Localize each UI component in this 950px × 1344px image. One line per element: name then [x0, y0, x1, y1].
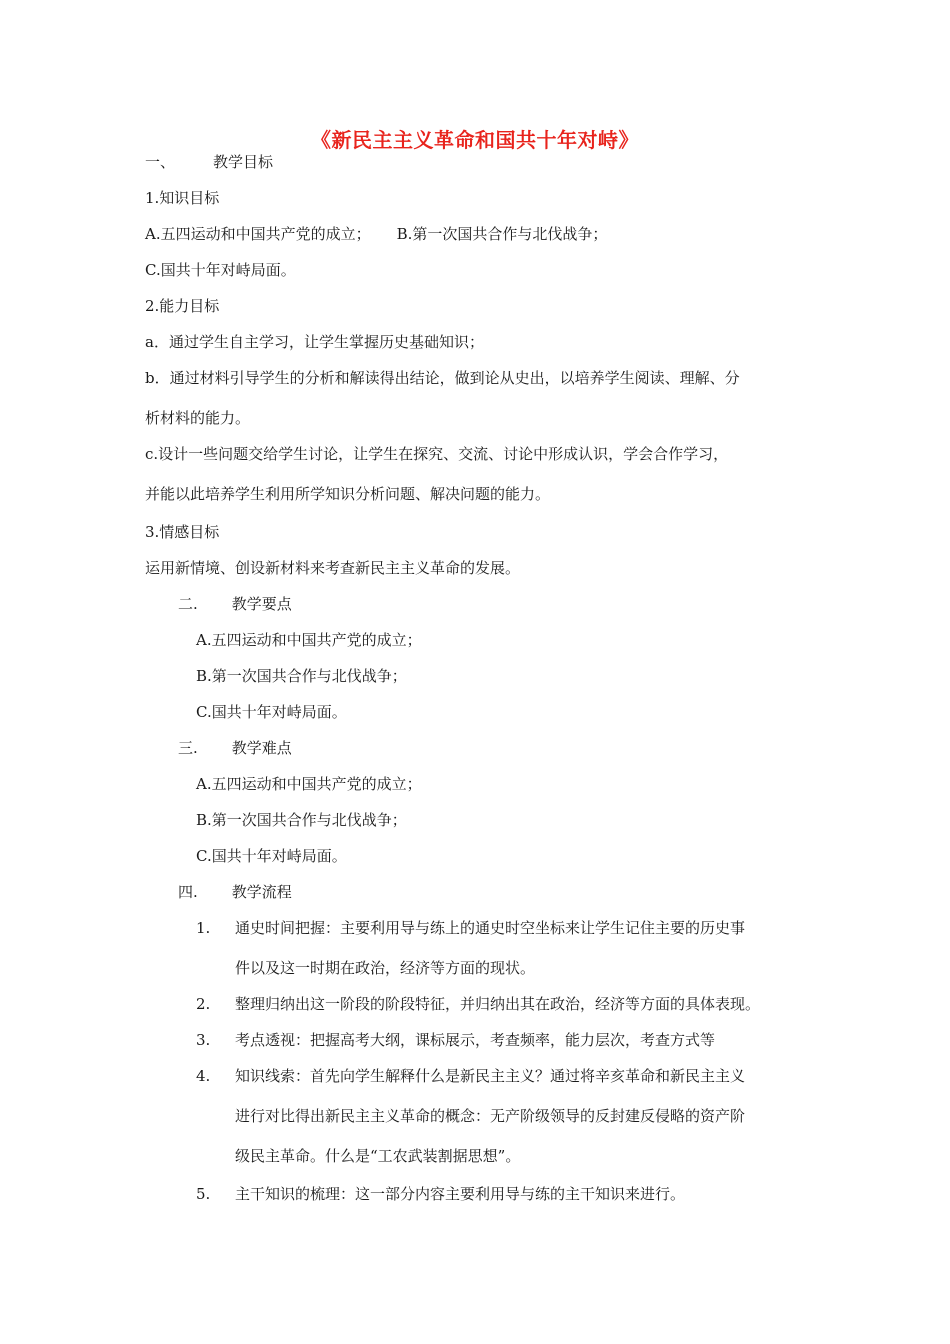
section-1-heading	[145, 152, 273, 172]
section-2-number: 二.	[178, 595, 198, 613]
flow-item-4-line1: 知识线索：首先向学生解释什么是新民主主义？通过将辛亥革命和新民主主义	[235, 1067, 746, 1085]
flow-item-2-number: 2.	[196, 995, 211, 1013]
flow-item-5-line1: 主干知识的梳理：这一部分内容主要利用导与练的主干知识来进行。	[235, 1185, 686, 1203]
flow-item-4-number: 4.	[196, 1067, 211, 1085]
flow-item-5-number: 5.	[196, 1185, 211, 1203]
ability-item-c-line1: c.设计一些问题交给学生讨论，让学生在探究、交流、讨论中形成认识，学会合作学习，	[145, 445, 729, 463]
flow-item-3-number: 3.	[196, 1031, 211, 1049]
ability-item-a: a．通过学生自主学习，让学生掌握历史基础知识；	[145, 333, 484, 351]
ability-item-c-line2: 并能以此培养学生利用所学知识分析问题、解决问题的能力。	[145, 485, 551, 503]
flow-item-1-line1: 通史时间把握：主要利用导与练上的通史时空坐标来让学生记住主要的历史事	[235, 919, 746, 937]
section-3-number: 三.	[178, 739, 198, 757]
key-point-c: C.国共十年对峙局面。	[196, 703, 347, 721]
knowledge-item-b: B.第一次国共合作与北伐战争；	[396, 225, 608, 243]
section-4-heading	[178, 882, 292, 902]
flow-item-4-line3: 级民主革命。什么是“工农武装割据思想”。	[235, 1147, 521, 1165]
key-point-b: B.第一次国共合作与北伐战争；	[196, 667, 407, 685]
knowledge-ab-line	[145, 224, 607, 244]
emotion-heading: 3.情感目标	[145, 523, 220, 541]
key-point-a: A.五四运动和中国共产党的成立；	[196, 631, 422, 649]
section-4-title: 教学流程	[231, 883, 292, 901]
flow-item-1-line2: 件以及这一时期在政治，经济等方面的现状。	[235, 959, 536, 977]
knowledge-heading: 1.知识目标	[145, 189, 220, 207]
difficulty-b: B.第一次国共合作与北伐战争；	[196, 811, 407, 829]
section-2-heading	[178, 594, 292, 614]
section-1-title: 教学目标	[213, 153, 274, 171]
ability-item-b-line2: 析材料的能力。	[145, 409, 251, 427]
difficulty-c: C.国共十年对峙局面。	[196, 847, 347, 865]
section-2-title: 教学要点	[231, 595, 292, 613]
flow-item-4-line2: 进行对比得出新民主主义革命的概念：无产阶级领导的反封建反侵略的资产阶	[235, 1107, 746, 1125]
ability-heading: 2.能力目标	[145, 297, 220, 315]
flow-item-2-line1: 整理归纳出这一阶段的阶段特征，并归纳出其在政治，经济等方面的具体表现。	[235, 995, 761, 1013]
emotion-text: 运用新情境、创设新材料来考查新民主主义革命的发展。	[145, 559, 521, 577]
flow-item-3-line1: 考点透视：把握高考大纲，课标展示，考查频率，能力层次，考查方式等	[235, 1031, 716, 1049]
section-3-title: 教学难点	[231, 739, 292, 757]
difficulty-a: A.五四运动和中国共产党的成立；	[196, 775, 422, 793]
knowledge-item-c: C.国共十年对峙局面。	[145, 261, 296, 279]
flow-item-1-number: 1.	[196, 919, 211, 937]
knowledge-item-a: A.五四运动和中国共产党的成立；	[145, 225, 371, 243]
document-title: 《新民主主义革命和国共十年对峙》	[311, 128, 639, 152]
section-3-heading	[178, 738, 292, 758]
ability-item-b-line1: b．通过材料引导学生的分析和解读得出结论，做到论从史出，以培养学生阅读、理解、分	[145, 369, 740, 387]
section-4-number: 四.	[178, 883, 198, 901]
section-1-number: 一、	[145, 153, 176, 171]
